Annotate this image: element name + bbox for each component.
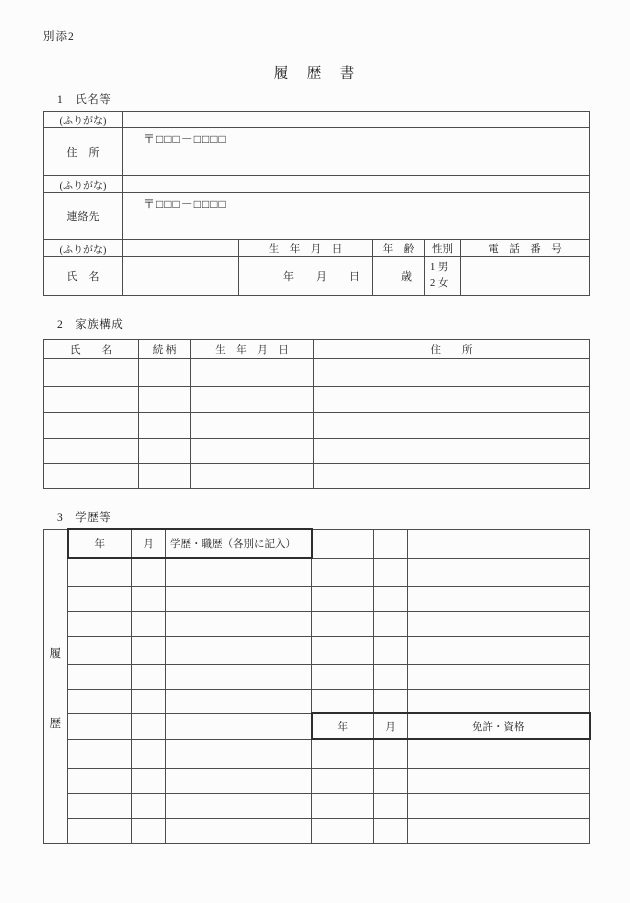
sex-header: 性別: [425, 240, 461, 257]
education-field: [166, 713, 312, 739]
license-field: [408, 558, 590, 586]
table-row: [44, 664, 590, 689]
attachment-tag: 別添2: [43, 31, 75, 43]
license-header: 免許・資格: [408, 713, 590, 739]
license-month-field: [374, 529, 408, 558]
education-field: [166, 636, 312, 664]
section-heading-personal: 1 氏名等: [57, 94, 112, 106]
table-row: [44, 768, 590, 793]
family-birthdate-header: 生 年 月 日: [191, 340, 314, 359]
table-row: [44, 413, 590, 439]
education-year-field: [68, 793, 132, 818]
education-field: [166, 664, 312, 689]
license-year-field: [312, 529, 374, 558]
education-year-field: [68, 558, 132, 586]
education-year-field: [68, 636, 132, 664]
license-year-field: [312, 636, 374, 664]
license-field: [408, 636, 590, 664]
address-field: 〒□□□－□□□□: [123, 128, 590, 176]
education-year-field: [68, 586, 132, 611]
family-name-field: [44, 439, 139, 464]
education-field: [166, 558, 312, 586]
furigana-name-field: [123, 240, 239, 257]
license-year-field: [312, 689, 374, 713]
age-header: 年 齢: [373, 240, 425, 257]
license-field: [408, 664, 590, 689]
family-name-field: [44, 387, 139, 413]
family-address-field: [314, 413, 590, 439]
name-field: [123, 257, 239, 296]
education-field: [166, 768, 312, 793]
table-row: [44, 636, 590, 664]
license-year-field: [312, 611, 374, 636]
education-month-field: [132, 558, 166, 586]
license-month-field: [374, 818, 408, 843]
sex-option-female: 2 女: [430, 278, 449, 289]
table-row: [44, 112, 590, 128]
family-birthdate-field: [191, 464, 314, 489]
license-year-field: [312, 793, 374, 818]
family-birthdate-field: [191, 387, 314, 413]
furigana-name-label: (ふりがな): [44, 240, 123, 257]
license-header-row: [44, 713, 590, 739]
education-field: [166, 818, 312, 843]
license-field: [408, 529, 590, 558]
family-name-field: [44, 464, 139, 489]
age-field: 歳: [373, 257, 425, 296]
license-month-field: [374, 611, 408, 636]
table-row: [44, 818, 590, 843]
family-address-field: [314, 439, 590, 464]
table-header-row: [44, 340, 590, 359]
license-field: [408, 739, 590, 768]
license-field: [408, 793, 590, 818]
table-row: [44, 240, 590, 257]
education-month-field: [132, 793, 166, 818]
education-month-field: [132, 739, 166, 768]
license-month-field: [374, 689, 408, 713]
table-row: [44, 689, 590, 713]
license-field: [408, 818, 590, 843]
contact-field: 〒□□□－□□□□: [123, 193, 590, 240]
section-heading-family: 2 家族構成: [57, 319, 124, 331]
phone-header: 電 話 番 号: [461, 240, 590, 257]
license-year-field: [312, 586, 374, 611]
education-month-field: [132, 768, 166, 793]
personal-info-table: [43, 111, 590, 296]
license-month-field: [374, 586, 408, 611]
table-row: [44, 193, 590, 240]
license-year-field: [312, 818, 374, 843]
family-address-header: 住 所: [314, 340, 590, 359]
education-field: [166, 611, 312, 636]
education-field: [166, 586, 312, 611]
furigana-contact-label: (ふりがな): [44, 176, 123, 193]
table-header-row: [44, 529, 590, 558]
birthdate-header: 生 年 月 日: [239, 240, 373, 257]
phone-field: [461, 257, 590, 296]
family-birthdate-field: [191, 413, 314, 439]
table-row: [44, 586, 590, 611]
license-month-field: [374, 636, 408, 664]
license-month-field: [374, 739, 408, 768]
family-birthdate-field: [191, 439, 314, 464]
furigana-contact-field: [123, 176, 590, 193]
history-label-char1: 履: [49, 647, 61, 660]
table-row: [44, 439, 590, 464]
license-month-field: [374, 793, 408, 818]
education-header: 学歴・職歴（各別に記入）: [166, 529, 312, 558]
license-month-field: [374, 558, 408, 586]
sex-field: [425, 257, 461, 296]
address-label: 住 所: [44, 128, 123, 176]
family-address-field: [314, 359, 590, 387]
license-field: [408, 611, 590, 636]
family-relation-header: 続 柄: [139, 340, 191, 359]
table-row: [44, 128, 590, 176]
family-table: [43, 339, 590, 489]
license-field: [408, 586, 590, 611]
family-relation-field: [139, 439, 191, 464]
family-relation-field: [139, 464, 191, 489]
education-field: [166, 689, 312, 713]
education-month-field: [132, 586, 166, 611]
education-year-field: [68, 664, 132, 689]
table-row: [44, 257, 590, 296]
page-title: 履 歴 書: [273, 66, 357, 82]
education-field: [166, 739, 312, 768]
table-row: [44, 387, 590, 413]
education-month-field: [132, 636, 166, 664]
education-month-field: [132, 611, 166, 636]
license-year-field: [312, 558, 374, 586]
name-label: 氏 名: [44, 257, 123, 296]
license-month-field: [374, 768, 408, 793]
license-month-field: [374, 664, 408, 689]
birthdate-field: 年 月 日: [239, 257, 373, 296]
license-year-field: [312, 768, 374, 793]
education-year-field: [68, 818, 132, 843]
education-history-table: [43, 528, 591, 844]
education-month-field: [132, 713, 166, 739]
history-label-char2: 歴: [49, 717, 61, 730]
education-field: [166, 793, 312, 818]
family-address-field: [314, 464, 590, 489]
education-year-field: [68, 739, 132, 768]
sex-option-male: 1 男: [430, 261, 449, 273]
education-year-field: [68, 611, 132, 636]
family-name-field: [44, 359, 139, 387]
table-row: [44, 359, 590, 387]
education-year-header: 年: [68, 529, 132, 558]
education-month-field: [132, 664, 166, 689]
family-relation-field: [139, 359, 191, 387]
license-year-field: [312, 739, 374, 768]
table-row: [44, 611, 590, 636]
table-row: [44, 793, 590, 818]
license-field: [408, 689, 590, 713]
education-month-field: [132, 818, 166, 843]
license-year-field: [312, 664, 374, 689]
license-field: [408, 768, 590, 793]
family-address-field: [314, 387, 590, 413]
table-row: [44, 558, 590, 586]
education-year-field: [68, 689, 132, 713]
furigana-address-label: (ふりがな): [44, 112, 123, 128]
section-heading-education: 3 学歴等: [57, 512, 112, 524]
furigana-address-field: [123, 112, 590, 128]
education-year-field: [68, 768, 132, 793]
history-vertical-label: [44, 529, 68, 843]
family-name-field: [44, 413, 139, 439]
table-row: [44, 176, 590, 193]
education-month-field: [132, 689, 166, 713]
license-year-header: 年: [312, 713, 374, 739]
family-name-header: 氏 名: [44, 340, 139, 359]
family-relation-field: [139, 413, 191, 439]
education-year-field: [68, 713, 132, 739]
table-row: [44, 739, 590, 768]
education-month-header: 月: [132, 529, 166, 558]
license-month-header: 月: [374, 713, 408, 739]
contact-label: 連絡先: [44, 193, 123, 240]
family-birthdate-field: [191, 359, 314, 387]
table-row: [44, 464, 590, 489]
family-relation-field: [139, 387, 191, 413]
